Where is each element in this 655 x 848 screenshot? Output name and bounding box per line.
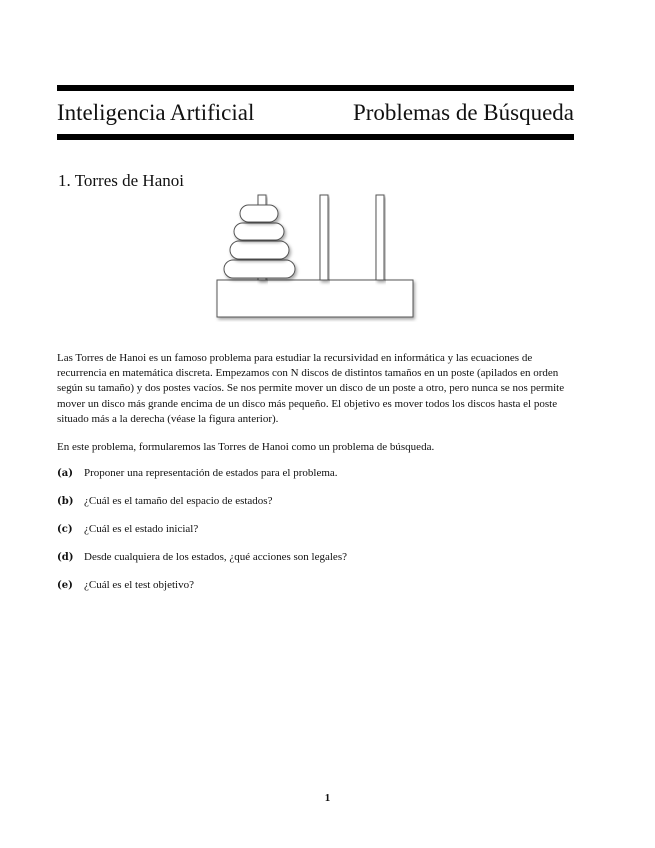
task-paragraph: En este problema, formularemos las Torres de Hanoi como un problema de búsqueda. [57, 441, 435, 453]
question-label: (a) [57, 468, 73, 479]
question-label: (c) [57, 524, 73, 535]
document-title: Problemas de Búsqueda [352, 100, 574, 125]
question-label: (b) [57, 496, 74, 507]
question-item-b [57, 494, 580, 522]
tower-of-hanoi-figure [213, 190, 419, 322]
figure-base [217, 280, 413, 317]
page-number: 1 [324, 792, 331, 804]
question-text: ¿Cuál es el tamaño del espacio de estados? [84, 495, 273, 507]
question-item-c [57, 522, 580, 550]
question-text: ¿Cuál es el estado inicial? [84, 523, 199, 535]
intro-paragraph: Las Torres de Hanoi es un famoso problema para estudiar la recursividad en informática y las ecuaciones de recurrencia en matemática discreta. Empezamos con N discos de distintos tamaños en un poste (apilados en orden según su tamaño) y dos postes vacíos. Se nos permite mover un disco de un poste a otro, pero nunca se nos permite mover un disco más grande encima de un disco más pequeño. El objetivo es mover todos los discos hasta el poste situado más a la derecha (véase la figura anterior). [57, 352, 565, 425]
disc-4 [224, 260, 295, 278]
question-item-e [57, 578, 580, 606]
disc-1 [240, 205, 278, 222]
disc-2 [234, 223, 284, 240]
question-label: (e) [57, 580, 73, 591]
question-text: Desde cualquiera de los estados, ¿qué acciones son legales? [84, 551, 347, 563]
header-rule-top [57, 85, 574, 91]
question-list [57, 466, 580, 606]
question-label: (d) [57, 552, 74, 563]
peg-middle [320, 195, 328, 280]
question-item-d [57, 550, 580, 578]
question-text: Proponer una representación de estados para el problema. [84, 467, 338, 479]
question-text: ¿Cuál es el test objetivo? [84, 579, 194, 591]
course-title: Inteligencia Artificial [57, 100, 255, 125]
disc-3 [230, 241, 289, 259]
peg-right [376, 195, 384, 280]
section-title: 1. Torres de Hanoi [58, 171, 184, 190]
header-rule-bottom [57, 134, 574, 140]
question-item-a [57, 466, 580, 494]
